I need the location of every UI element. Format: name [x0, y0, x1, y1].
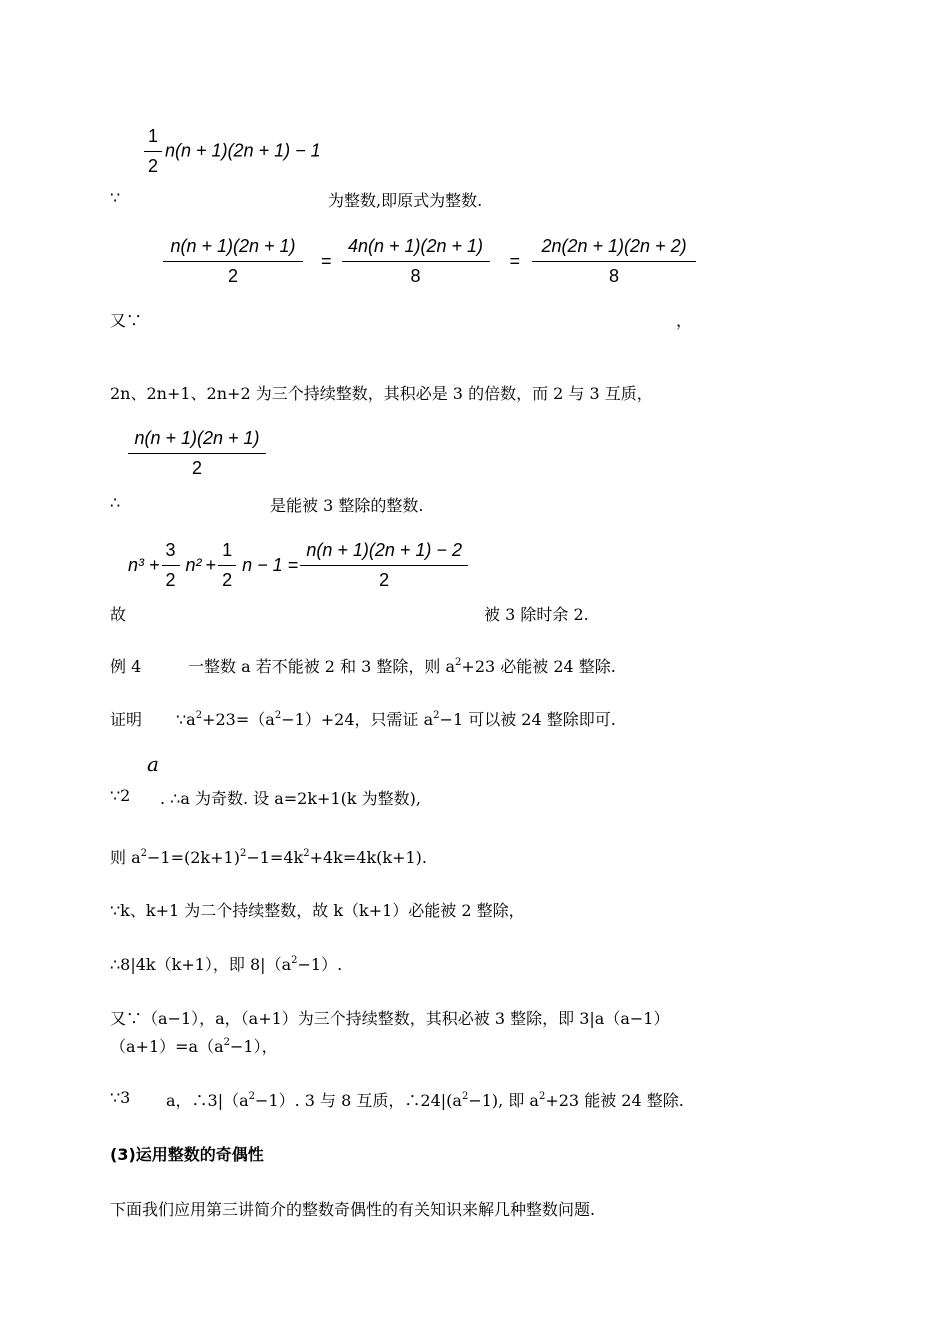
proof-line-6b: a，$\therefore 3|(a^2-1)$. 3 与 8 互质，$\therefore 24|(a^2-1)$, 即 $a^2+23$ 能被 24 整除.	[166, 1091, 684, 1110]
proof-line-2: 则 $a^2-1=(2k+1)^2-1=4k^2+4k=4k(k+1)$.	[110, 848, 427, 867]
proof-line-1a: ∵2	[110, 786, 131, 805]
line-2-suffix: ，	[676, 311, 693, 330]
closing-paragraph: 下面我们应用第三讲简介的整数奇偶性的有关知识来解几种整数问题.	[110, 1200, 596, 1219]
formula-1: $\frac{1}{2}$ n(n + 1)(2n + 1) − 1	[146, 126, 321, 177]
example-4-label: 例 4	[110, 657, 142, 676]
line-4-text: 是能被 3 整除的整数.	[270, 496, 424, 515]
line-5-suffix: 被 3 除时余 2.	[484, 605, 589, 624]
therefore-symbol: ∴	[110, 493, 121, 512]
formula-1-expr: n(n + 1)(2n + 1) − 1	[165, 140, 321, 161]
proof-line-6a: ∵3	[110, 1088, 131, 1107]
variable-a: a	[147, 752, 159, 776]
line-1-text: 为整数,即原式为整数.	[328, 191, 483, 210]
proof-line-5b: $(a+1)=a(a^2-1)$，	[110, 1037, 278, 1056]
proof-label: 证明	[110, 710, 143, 729]
line-5-prefix: 故	[110, 605, 127, 624]
because-symbol: ∵	[110, 188, 121, 207]
formula-3: $\frac{n(n + 1)(2n + 1)}{2}$	[130, 428, 264, 479]
proof-text: $\because a^2+23=(a^2-1)+24$，只需证 $a^2-1$ 可以被 24 整除即可.	[176, 710, 616, 729]
example-4-text: 一整数 a 若不能被 2 和 3 整除，则 $a^2+23$ 必能被 24 整除.	[188, 657, 616, 676]
formula-4: n³ + $\frac{3}{2}$ n² + $\frac{1}{2}$ n − 1 = $\frac{n(n + 1)(2n + 1) - 2}{2}$	[128, 540, 474, 591]
line-3-text: 2n、2n+1、2n+2 为三个持续整数，其积必是 3 的倍数，而 2 与 3 互质，	[110, 384, 653, 403]
proof-line-3: ∵k、k+1 为二个持续整数，故 k（k+1）必能被 2 整除，	[110, 901, 525, 920]
proof-line-4: ∴8|4k（k+1），即 $8|(a^2-1)$.	[110, 955, 343, 974]
formula-2: $\frac{n(n + 1)(2n + 1)}{2}$ = $\frac{4n(n + 1)(2n + 1)}{8}$ = $\frac{2n(2n + 1)(2n + 2)}{8}$	[165, 236, 702, 287]
line-2-prefix: 又∵	[110, 311, 143, 330]
section-heading: (3)运用整数的奇偶性	[110, 1145, 264, 1164]
proof-line-5a: 又∵（a−1），a，（a+1）为三个持续整数，其积必被 3 整除，即 3|a（a−1）	[110, 1009, 670, 1028]
proof-line-1b: . ∴a 为奇数. 设 a=2k+1(k 为整数),	[160, 789, 421, 808]
